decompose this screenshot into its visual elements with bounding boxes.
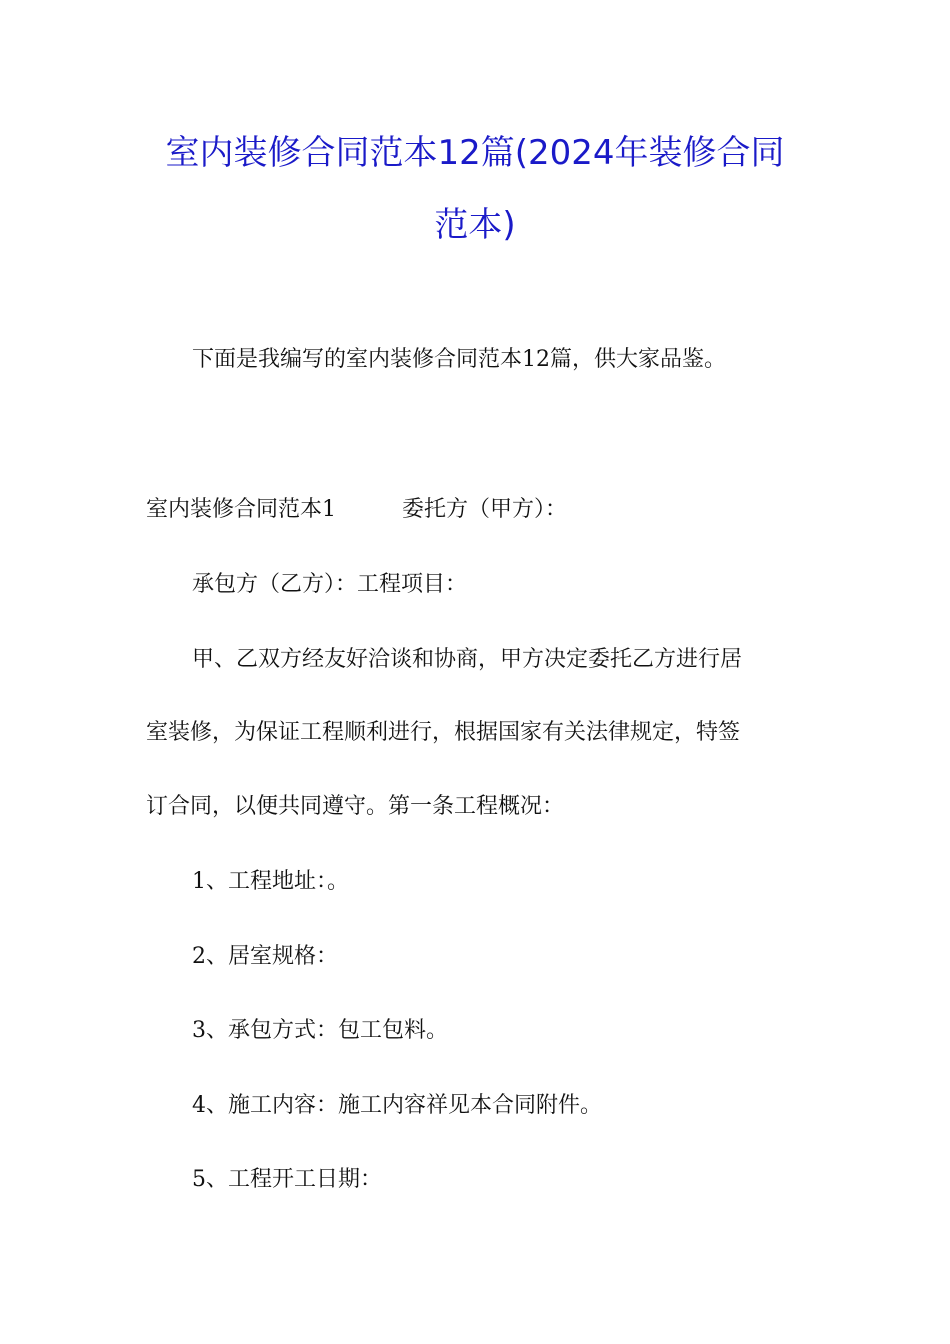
list-item-room-spec: 2、居室规格：: [192, 944, 338, 969]
body-line-1: 甲、乙双方经友好洽谈和协商，甲方决定委托乙方进行居: [192, 647, 743, 672]
section-heading: 室内装修合同范本1: [146, 497, 336, 522]
list-item-start-date: 5、工程开工日期：: [192, 1167, 382, 1192]
list-item-contract-method: 3、承包方式：包工包料。: [192, 1018, 448, 1043]
intro-paragraph: 下面是我编写的室内装修合同范本12篇，供大家品鉴。: [192, 347, 726, 372]
document-title-line-1: 室内装修合同范本12篇(2024年装修合同: [165, 133, 785, 173]
contractor-line: 承包方（乙方）：工程项目：: [192, 572, 468, 597]
list-item-work-content: 4、施工内容：施工内容祥见本合同附件。: [192, 1093, 602, 1118]
body-line-2: 室装修，为保证工程顺利进行，根据国家有关法律规定，特签: [146, 720, 741, 745]
client-label: 委托方（甲方）：: [402, 497, 568, 522]
document-title-line-2: 范本): [434, 205, 516, 245]
body-line-3: 订合同，以便共同遵守。第一条工程概况：: [146, 794, 565, 819]
list-item-address: 1、工程地址：。: [192, 869, 349, 894]
